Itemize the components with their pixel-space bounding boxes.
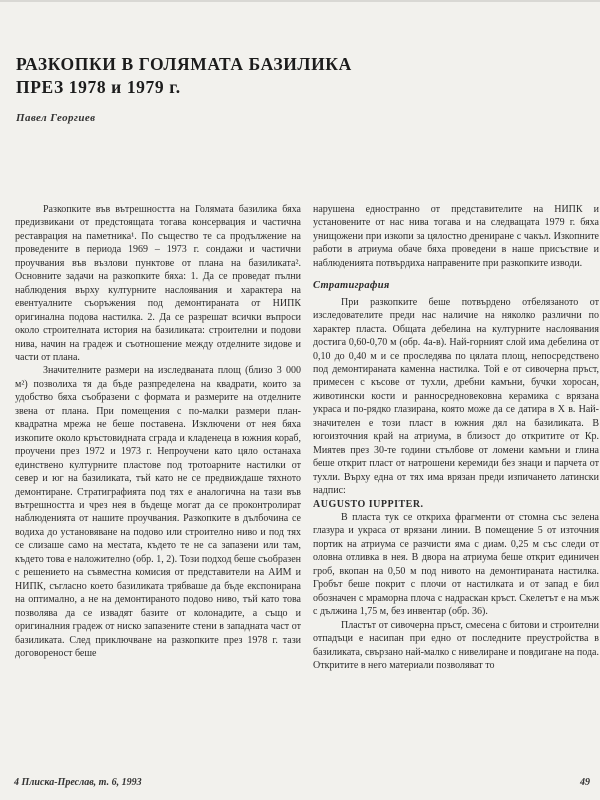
page-number: 49 <box>580 777 590 788</box>
article-title-line1: РАЗКОПКИ В ГОЛЯМАТА БАЗИЛИКА <box>16 54 352 74</box>
right-column <box>313 203 599 672</box>
scan-edge <box>0 0 600 2</box>
article-body <box>15 203 599 672</box>
left-column <box>15 203 301 672</box>
paragraph: В пласта тук се откриха фрагменти от стомна със зелена глазура и украса от врязани линии. В помещение 5 от източния портик на атриума се разчисти яма с диам. 0,25 м със следи от оловна отливка в нея. В двора на атриума беше открит единичен гроб, вкопан на 0,50 м под нивото на демонтираната настилка. Гробът беше покрит с плочи от настилката и от запад е бил обозначен с мраморна плоча с надраскан кръст. Скелетът е на мъж с дължина 1,75 м, без инвентар (обр. 36). <box>313 511 599 618</box>
article-title-line2: ПРЕЗ 1978 и 1979 г. <box>16 77 181 97</box>
paragraph: При разкопките беше потвърдено отбелязаното от изследователите преди нас наличие на няколко различни по характер пласта. Общата дебелина на културните наслоявания достига 0,60-0,70 м (обр. 4а-в). Най-горният слой има дебелина от 0,10 до 0,40 м и се проследява по цялата площ, непосредствено под демонтираната каменна настилка. Той е от сивочерна пръст, примесен с късове от тухли, дребни камъни, бучки хоросан, животински кости и ранносредновековна керамика с врязана украса и по-рядко глазирана, която може да се датира в X в. Най-значителен е този пласт в южния дял на базиликата. В югоизточния край на атриума, в близост до откритите от Кр. Миятев през 30-те години стълбове от ломени камъни и глина беше открит пласт от натрошени керемиди без знаци и парчета от тухли. Върху една от тях има врязан преди изпичането латински надпис: <box>313 296 599 497</box>
latin-inscription: AUGUSTO IUPPITER. <box>313 498 424 510</box>
page-footer <box>14 777 590 788</box>
paragraph: Значителните размери на изследваната площ (близо 3 000 м²) позволиха тя да бъде разпределена на квадрати, които за удобство бяха съобразени с формата и размерите на отделните звена от плана. При помещения с по-малки размери план-квадратна мрежа не беше поставена. Изключени от нея бяха изкопите около кръстовидната сграда и кладенеца в южния кораб, проучени през 1972 и 1973 г. Непроучени като цяло останаха единствено културните пластове под тротоарните настилки от север и юг на базиликата, тъй като не се предвиждаше тяхното демонтиране. Стратиграфията под тях е аналогична на тази във вътрешността и чрез нея в бъдеще могат да се проконтролират наблюденията от нашите проучвания. Разкопките в дълбочина се водиха до установяване на подово или строително ниво и под тях се слизаше само на местата, където те не са запазени или там, където това е наложително (обр. 1, 2). Този подход беше съобразен с решението на съвместна комисия от представители на АИМ и НИПК, съгласно което базиликата трябваше да бъде експонирана на оптимално, а не на демонтираното подово ниво, тъй като това позволява да се извадят базите от колонадите, а също и оригиналния градеж от ниско запазените стени в западната част от базиликата. След приключване на разкопките през 1978 г. тази договореност беше <box>15 365 301 659</box>
paragraph-continuation: нарушена едностранно от представителите на НИПК и установените от нас нива тогава и на следващата 1979 г. бяха унищожени при изкопи за цялостно дрениране с чакъл. Изкопните работи в атриума обаче бяха проведени в наше присъствие и наблюденията потвърдиха направените при разкопките изводи. <box>313 204 599 269</box>
article-author: Павел Георгиев <box>16 112 96 124</box>
section-heading-stratigraphy: Стратиграфия <box>313 280 390 292</box>
journal-imprint: 4 Плиска-Преслав, т. 6, 1993 <box>14 777 142 788</box>
article-title <box>16 53 580 99</box>
paragraph: Пластът от сивочерна пръст, смесена с битови и строителни отпадъци е насипан при едно от последните преустройства в базиликата, свързано най-малко с нивелиране и повдигане на пода. Откритите в него материали позволяват то <box>313 619 599 671</box>
paragraph: Разкопките във вътрешността на Голямата базилика бяха предизвикани от предстоящата тогава консервация и частична реставрация на паметника¹. По същество те са продължение на проведените в периода 1969 – 1973 г. сондажи и частични проучвания във възлови пунктове от плана на базиликата². Основните задачи на разкопките бяха: 1. Да се проведат пълни наблюдения върху културните наслоявания и характера на евентуалните съоръжения под демонтираната от НИПК оригинална подова настилка. 2. Да се разрешат всички въпроси около строителната история на базиликата: строителни и подови нива, начин на градеж и съотношение между отделните зидове и части от плана. <box>15 204 301 363</box>
